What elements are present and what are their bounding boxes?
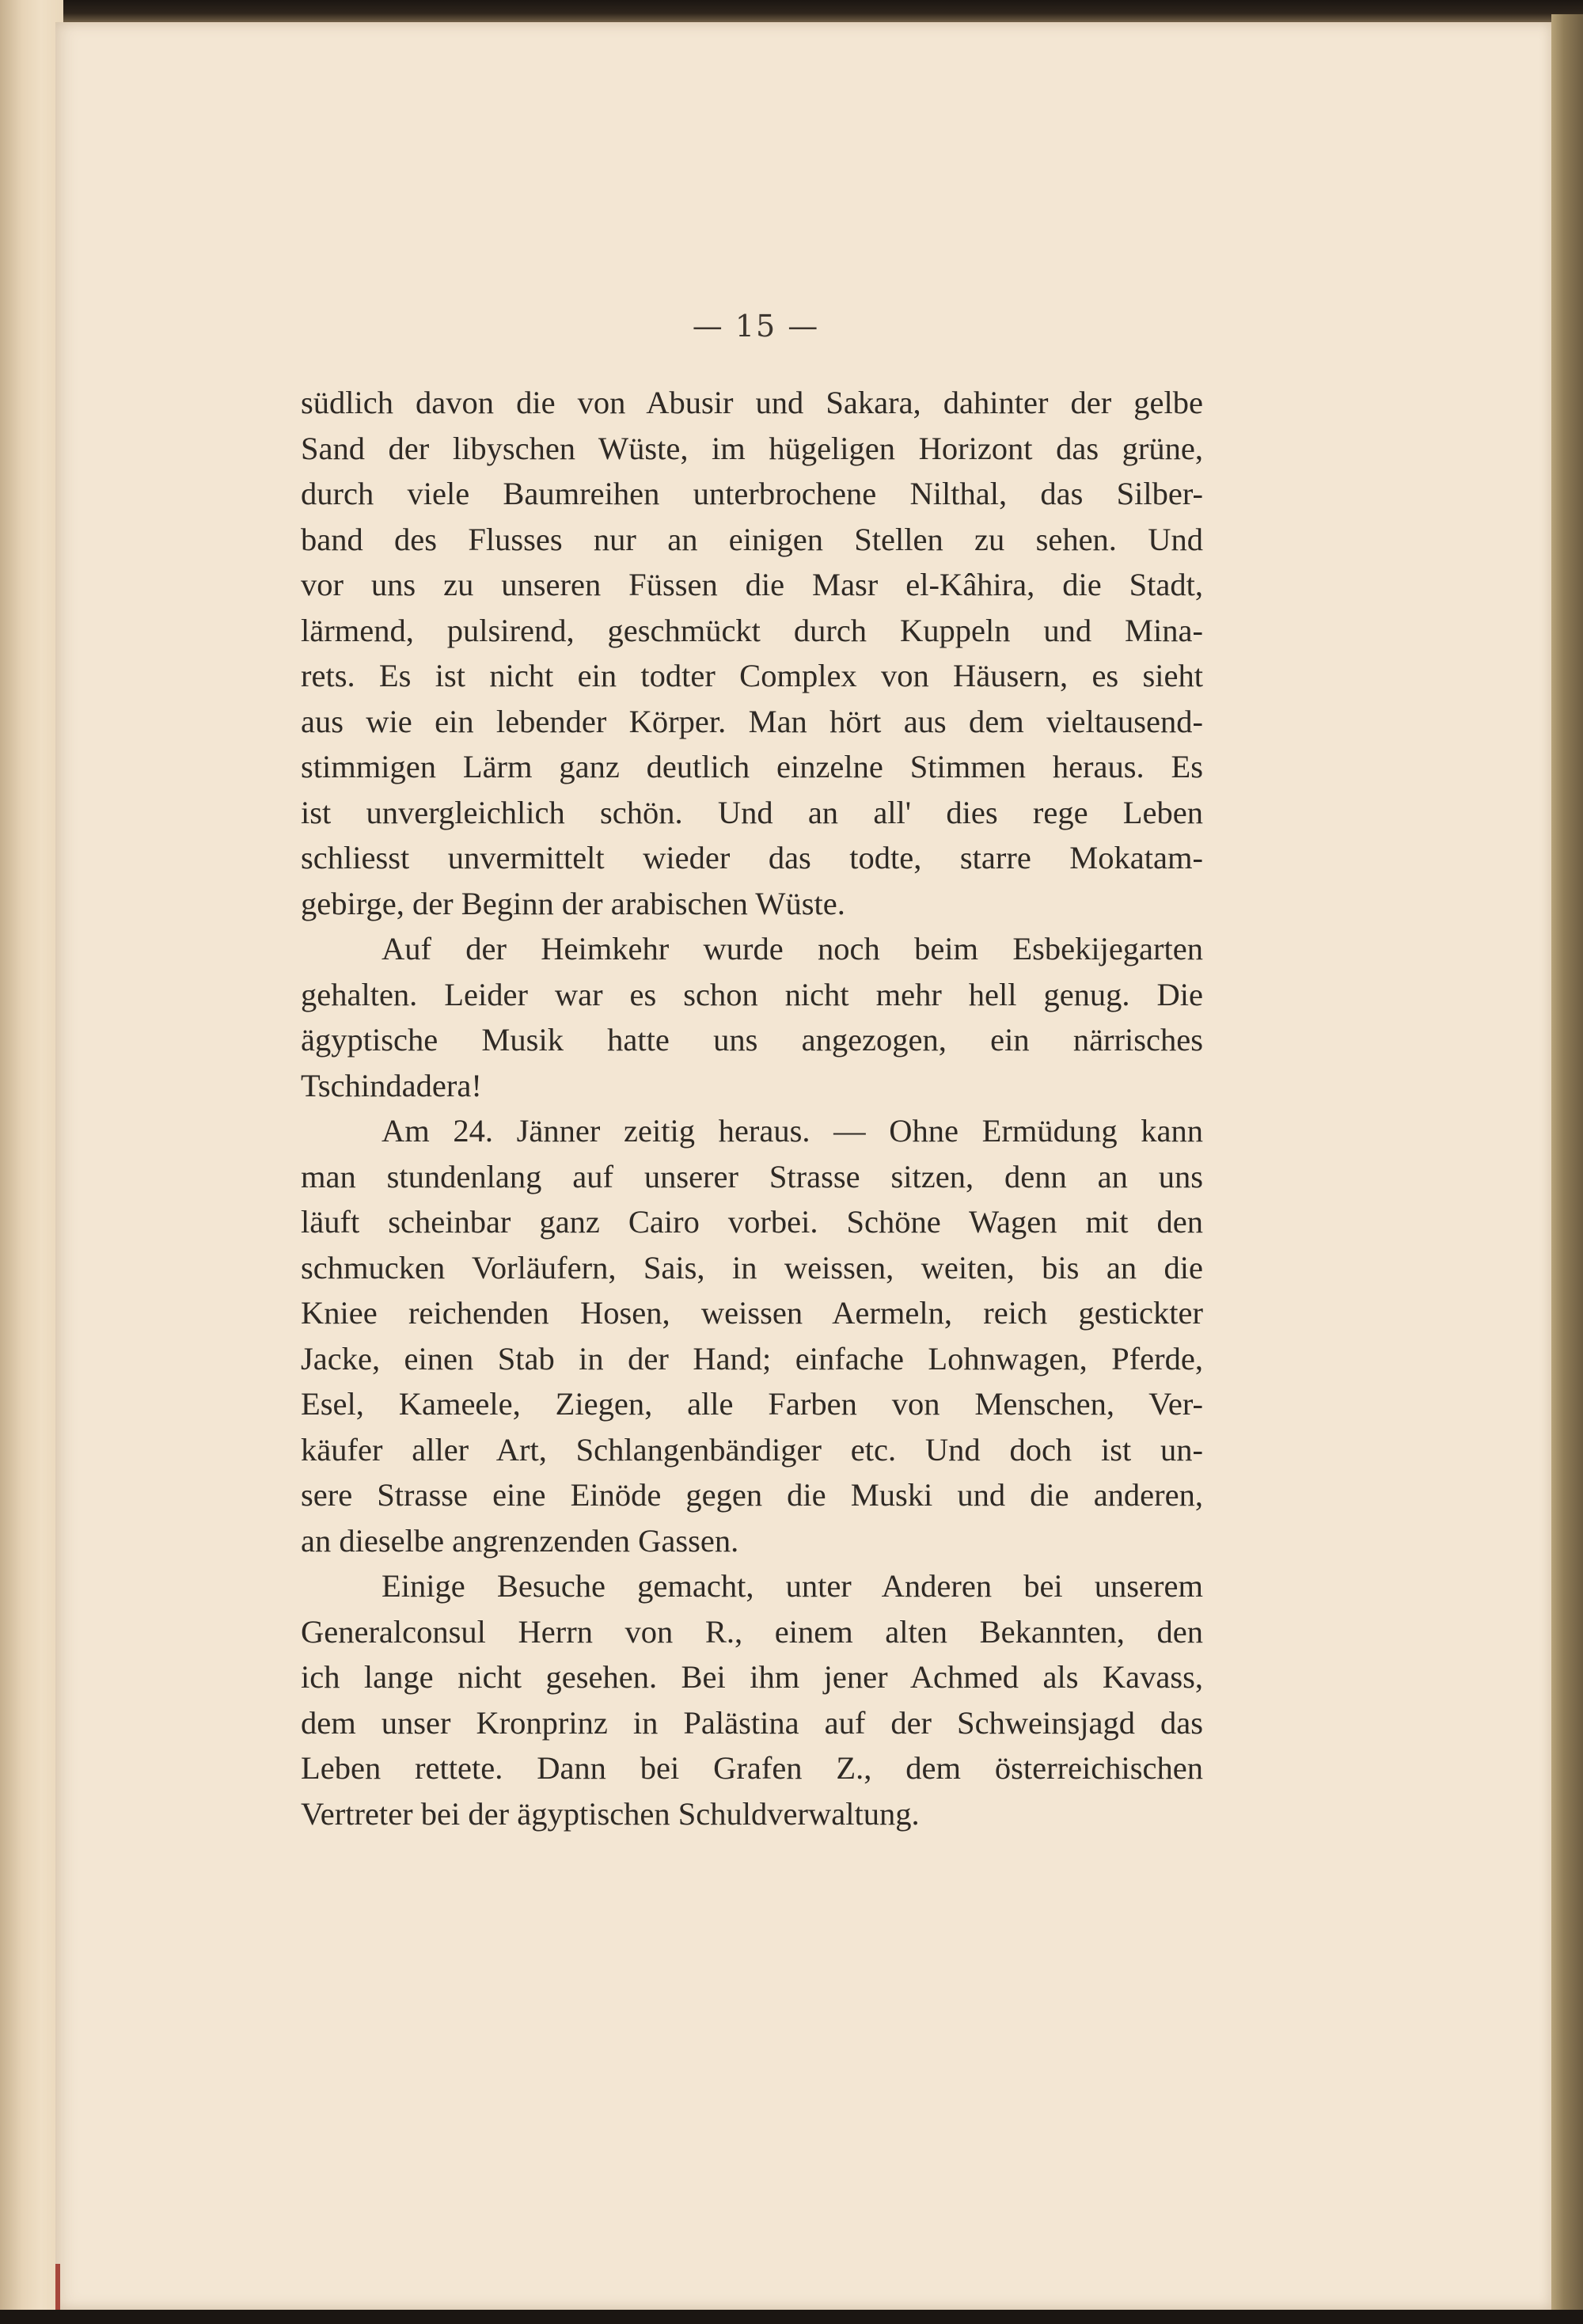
text-line: Tschindadera! — [301, 1067, 482, 1103]
text-line: gehalten. Leider war es schon nicht mehr hell genug. Die — [301, 976, 1203, 1012]
text-line: Auf der Heimkehr wurde noch beim Esbekijegarten — [382, 931, 1203, 966]
text-line: südlich davon die von Abusir und Sakara, dahinter der gelbe — [301, 385, 1203, 420]
text-line: Esel, Kameele, Ziegen, alle Farben von Menschen, Ver- — [301, 1386, 1203, 1422]
text-line: durch viele Baumreihen unterbrochene Nilthal, das Silber- — [301, 476, 1203, 511]
text-line: vor uns zu unseren Füssen die Masr el-Kâhira, die Stadt, — [301, 567, 1203, 602]
text-line: man stundenlang auf unserer Strasse sitzen, denn an uns — [301, 1158, 1203, 1194]
text-line: Am 24. Jänner zeitig heraus. — Ohne Ermüdung kann — [382, 1113, 1203, 1149]
text-line: käufer aller Art, Schlangenbändiger etc. Und doch ist un- — [301, 1431, 1203, 1468]
text-line: Vertreter bei der ägyptischen Schuldverwaltung. — [301, 1795, 920, 1832]
text-line: dem unser Kronprinz in Palästina auf der Schweinsjagd das — [301, 1704, 1203, 1741]
text-line: Sand der libyschen Wüste, im hügeligen Horizont das grüne, — [301, 430, 1203, 466]
text-line: band des Flusses nur an einigen Stellen zu sehen. Und — [301, 521, 1203, 557]
page-edge-right — [1551, 14, 1583, 2324]
text-line: gebirge, der Beginn der arabischen Wüste. — [301, 885, 845, 921]
text-line: Einige Besuche gemacht, unter Anderen bei unserem — [382, 1568, 1203, 1604]
text-line: ägyptische Musik hatte uns angezogen, ein närrisches — [301, 1022, 1203, 1058]
text-line: aus wie ein lebender Körper. Man hört aus dem vieltausend- — [301, 703, 1203, 739]
text-line: stimmigen Lärm ganz deutlich einzelne Stimmen heraus. Es — [301, 749, 1203, 784]
text-line: an dieselbe angrenzenden Gassen. — [301, 1522, 739, 1559]
bottom-edge — [0, 2310, 1583, 2324]
text-line: schmucken Vorläufern, Sais, in weissen, weiten, bis an die — [301, 1249, 1203, 1285]
text-line: ist unvergleichlich schön. Und an all' dies rege Leben — [301, 794, 1203, 830]
text-line: Jacke, einen Stab in der Hand; einfache Lohnwagen, Pferde, — [301, 1340, 1203, 1377]
body-text — [301, 380, 1203, 1836]
page-number: — 15 — — [692, 309, 820, 344]
binding-red-strip — [55, 2264, 60, 2310]
text-line: läuft scheinbar ganz Cairo vorbei. Schöne Wagen mit den — [301, 1204, 1203, 1240]
book-binding — [0, 0, 63, 2324]
text-line: sere Strasse eine Einöde gegen die Muski und die anderen, — [301, 1477, 1203, 1513]
text-line: rets. Es ist nicht ein todter Complex von Häusern, es sieht — [301, 658, 1203, 693]
text-line: Kniee reichenden Hosen, weissen Aermeln, reich gestickter — [301, 1295, 1203, 1331]
text-line: ich lange nicht gesehen. Bei ihm jener Achmed als Kavass, — [301, 1659, 1203, 1695]
text-line: Leben rettete. Dann bei Grafen Z., dem österreichischen — [301, 1750, 1203, 1786]
text-line: lärmend, pulsirend, geschmückt durch Kuppeln und Mina- — [301, 612, 1203, 648]
text-line: schliesst unvermittelt wieder das todte, starre Mokatam- — [301, 840, 1203, 875]
text-line: Generalconsul Herrn von R., einem alten Bekannten, den — [301, 1613, 1203, 1650]
top-edge — [0, 0, 1583, 22]
